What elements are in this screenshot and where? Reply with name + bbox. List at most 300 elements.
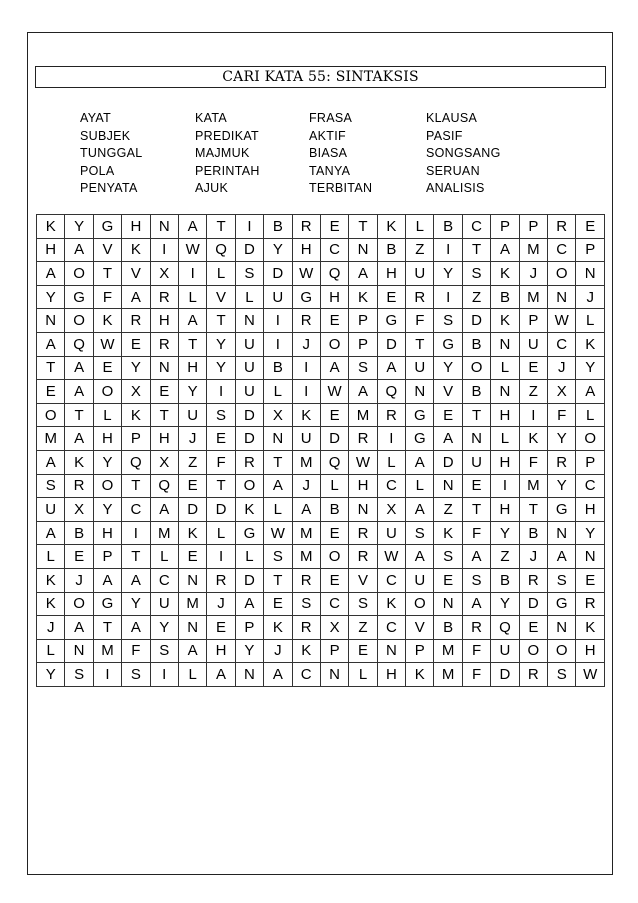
grid-cell[interactable]: I [207, 545, 235, 569]
grid-cell[interactable]: K [576, 616, 605, 640]
grid-cell[interactable]: R [519, 663, 547, 687]
grid-cell[interactable]: E [178, 545, 206, 569]
grid-cell[interactable]: L [406, 215, 434, 239]
grid-cell[interactable]: M [178, 592, 206, 616]
grid-cell[interactable]: N [65, 639, 93, 663]
grid-cell[interactable]: E [320, 215, 348, 239]
grid-cell[interactable]: Q [65, 332, 93, 356]
grid-cell[interactable]: A [65, 380, 93, 404]
grid-cell[interactable]: K [349, 285, 377, 309]
grid-cell[interactable]: O [320, 332, 348, 356]
grid-cell[interactable]: O [462, 356, 490, 380]
grid-cell[interactable]: L [178, 285, 206, 309]
grid-cell[interactable]: B [320, 498, 348, 522]
grid-cell[interactable]: T [207, 474, 235, 498]
grid-cell[interactable]: Z [462, 285, 490, 309]
grid-cell[interactable]: Y [150, 616, 178, 640]
grid-cell[interactable]: Q [320, 450, 348, 474]
grid-cell[interactable]: M [349, 403, 377, 427]
grid-cell[interactable]: K [377, 592, 405, 616]
grid-cell[interactable]: S [349, 592, 377, 616]
grid-cell[interactable]: S [462, 262, 490, 286]
grid-cell[interactable]: A [406, 545, 434, 569]
grid-cell[interactable]: R [122, 309, 150, 333]
grid-cell[interactable]: J [178, 427, 206, 451]
grid-cell[interactable]: O [93, 474, 121, 498]
grid-cell[interactable]: P [576, 238, 605, 262]
grid-cell[interactable]: K [178, 521, 206, 545]
grid-cell[interactable]: X [150, 262, 178, 286]
grid-cell[interactable]: B [434, 616, 462, 640]
grid-cell[interactable]: A [122, 616, 150, 640]
grid-cell[interactable]: I [292, 356, 320, 380]
grid-cell[interactable]: Q [320, 262, 348, 286]
grid-cell[interactable]: N [491, 332, 519, 356]
grid-cell[interactable]: W [576, 663, 605, 687]
grid-cell[interactable]: H [491, 450, 519, 474]
grid-cell[interactable]: A [349, 262, 377, 286]
grid-cell[interactable]: K [576, 332, 605, 356]
grid-cell[interactable]: A [178, 309, 206, 333]
grid-cell[interactable]: R [377, 403, 405, 427]
grid-cell[interactable]: E [576, 215, 605, 239]
grid-cell[interactable]: R [462, 616, 490, 640]
grid-cell[interactable]: E [519, 616, 547, 640]
grid-cell[interactable]: Q [150, 474, 178, 498]
grid-cell[interactable]: M [37, 427, 65, 451]
grid-cell[interactable]: J [292, 474, 320, 498]
grid-cell[interactable]: T [406, 332, 434, 356]
grid-cell[interactable]: U [462, 450, 490, 474]
grid-cell[interactable]: Y [122, 356, 150, 380]
grid-cell[interactable]: D [519, 592, 547, 616]
grid-cell[interactable]: R [548, 215, 576, 239]
grid-cell[interactable]: Y [576, 521, 605, 545]
grid-cell[interactable]: S [122, 663, 150, 687]
grid-cell[interactable]: N [320, 663, 348, 687]
grid-cell[interactable]: S [548, 568, 576, 592]
grid-cell[interactable]: I [434, 285, 462, 309]
grid-cell[interactable]: R [292, 309, 320, 333]
grid-cell[interactable]: E [207, 427, 235, 451]
grid-cell[interactable]: S [548, 663, 576, 687]
grid-cell[interactable]: L [150, 545, 178, 569]
grid-cell[interactable]: E [576, 568, 605, 592]
grid-cell[interactable]: G [548, 592, 576, 616]
grid-cell[interactable]: V [122, 262, 150, 286]
grid-cell[interactable]: E [377, 285, 405, 309]
grid-cell[interactable]: L [264, 380, 292, 404]
grid-cell[interactable]: S [462, 568, 490, 592]
grid-cell[interactable]: T [93, 262, 121, 286]
grid-cell[interactable]: I [150, 238, 178, 262]
grid-cell[interactable]: A [65, 238, 93, 262]
grid-cell[interactable]: A [122, 568, 150, 592]
grid-cell[interactable]: E [264, 592, 292, 616]
grid-cell[interactable]: H [150, 427, 178, 451]
grid-cell[interactable]: A [377, 356, 405, 380]
grid-cell[interactable]: U [406, 356, 434, 380]
grid-cell[interactable]: Y [548, 474, 576, 498]
grid-cell[interactable]: L [178, 663, 206, 687]
grid-cell[interactable]: K [491, 262, 519, 286]
grid-cell[interactable]: I [178, 262, 206, 286]
grid-cell[interactable]: O [320, 545, 348, 569]
grid-cell[interactable]: T [122, 474, 150, 498]
grid-cell[interactable]: L [320, 474, 348, 498]
grid-cell[interactable]: O [65, 309, 93, 333]
grid-cell[interactable]: K [519, 427, 547, 451]
grid-cell[interactable]: Y [235, 639, 263, 663]
grid-cell[interactable]: A [178, 639, 206, 663]
grid-cell[interactable]: B [519, 521, 547, 545]
grid-cell[interactable]: J [292, 332, 320, 356]
grid-cell[interactable]: I [264, 332, 292, 356]
grid-cell[interactable]: N [434, 474, 462, 498]
grid-cell[interactable]: N [548, 616, 576, 640]
grid-cell[interactable]: E [434, 568, 462, 592]
grid-cell[interactable]: O [548, 262, 576, 286]
grid-cell[interactable]: N [178, 568, 206, 592]
grid-cell[interactable]: S [406, 521, 434, 545]
grid-cell[interactable]: Y [93, 498, 121, 522]
grid-cell[interactable]: H [377, 663, 405, 687]
grid-cell[interactable]: H [491, 403, 519, 427]
grid-cell[interactable]: T [207, 309, 235, 333]
grid-cell[interactable]: Z [491, 545, 519, 569]
grid-cell[interactable]: A [37, 332, 65, 356]
grid-cell[interactable]: W [349, 450, 377, 474]
grid-cell[interactable]: H [178, 356, 206, 380]
grid-cell[interactable]: H [37, 238, 65, 262]
grid-cell[interactable]: A [462, 592, 490, 616]
grid-cell[interactable]: J [207, 592, 235, 616]
grid-cell[interactable]: D [377, 332, 405, 356]
grid-cell[interactable]: N [178, 616, 206, 640]
grid-cell[interactable]: R [65, 474, 93, 498]
grid-cell[interactable]: G [292, 285, 320, 309]
grid-cell[interactable]: H [93, 427, 121, 451]
grid-cell[interactable]: H [576, 498, 605, 522]
grid-cell[interactable]: H [122, 215, 150, 239]
grid-cell[interactable]: D [235, 238, 263, 262]
grid-cell[interactable]: V [207, 285, 235, 309]
grid-cell[interactable]: G [406, 427, 434, 451]
grid-cell[interactable]: R [292, 568, 320, 592]
grid-cell[interactable]: E [320, 309, 348, 333]
grid-cell[interactable]: I [235, 215, 263, 239]
grid-cell[interactable]: T [93, 616, 121, 640]
grid-cell[interactable]: B [377, 238, 405, 262]
grid-cell[interactable]: T [462, 403, 490, 427]
grid-cell[interactable]: P [93, 545, 121, 569]
grid-cell[interactable]: A [235, 592, 263, 616]
grid-cell[interactable]: C [377, 568, 405, 592]
grid-cell[interactable]: J [519, 545, 547, 569]
grid-cell[interactable]: M [519, 238, 547, 262]
grid-cell[interactable]: M [519, 474, 547, 498]
grid-cell[interactable]: C [122, 498, 150, 522]
grid-cell[interactable]: G [377, 309, 405, 333]
grid-cell[interactable]: I [377, 427, 405, 451]
grid-cell[interactable]: K [264, 616, 292, 640]
grid-cell[interactable]: K [37, 592, 65, 616]
grid-cell[interactable]: C [320, 238, 348, 262]
grid-cell[interactable]: N [434, 592, 462, 616]
grid-cell[interactable]: A [65, 356, 93, 380]
grid-cell[interactable]: Y [434, 356, 462, 380]
grid-cell[interactable]: W [178, 238, 206, 262]
grid-cell[interactable]: O [37, 403, 65, 427]
grid-cell[interactable]: C [548, 332, 576, 356]
grid-cell[interactable]: L [576, 309, 605, 333]
grid-cell[interactable]: A [178, 215, 206, 239]
grid-cell[interactable]: M [434, 639, 462, 663]
grid-cell[interactable]: R [349, 521, 377, 545]
grid-cell[interactable]: D [462, 309, 490, 333]
grid-cell[interactable]: J [519, 262, 547, 286]
grid-cell[interactable]: K [406, 663, 434, 687]
grid-cell[interactable]: U [292, 427, 320, 451]
grid-cell[interactable]: L [491, 427, 519, 451]
grid-cell[interactable]: Y [548, 427, 576, 451]
grid-cell[interactable]: U [491, 639, 519, 663]
grid-cell[interactable]: L [207, 262, 235, 286]
grid-cell[interactable]: T [462, 498, 490, 522]
grid-cell[interactable]: W [292, 262, 320, 286]
grid-cell[interactable]: C [377, 474, 405, 498]
grid-cell[interactable]: Y [65, 215, 93, 239]
grid-cell[interactable]: U [406, 568, 434, 592]
grid-cell[interactable]: K [377, 215, 405, 239]
grid-cell[interactable]: F [406, 309, 434, 333]
grid-cell[interactable]: N [37, 309, 65, 333]
grid-cell[interactable]: U [235, 332, 263, 356]
grid-cell[interactable]: I [519, 403, 547, 427]
grid-cell[interactable]: H [150, 309, 178, 333]
grid-cell[interactable]: K [235, 498, 263, 522]
grid-cell[interactable]: L [377, 450, 405, 474]
grid-cell[interactable]: C [377, 616, 405, 640]
grid-cell[interactable]: O [548, 639, 576, 663]
grid-cell[interactable]: Z [349, 616, 377, 640]
grid-cell[interactable]: K [122, 238, 150, 262]
grid-cell[interactable]: S [235, 262, 263, 286]
grid-cell[interactable]: G [93, 592, 121, 616]
grid-cell[interactable]: G [93, 215, 121, 239]
grid-cell[interactable]: Z [406, 238, 434, 262]
grid-cell[interactable]: D [434, 450, 462, 474]
grid-cell[interactable]: A [292, 498, 320, 522]
grid-cell[interactable]: K [292, 403, 320, 427]
grid-cell[interactable]: I [93, 663, 121, 687]
grid-cell[interactable]: H [349, 474, 377, 498]
grid-cell[interactable]: I [207, 380, 235, 404]
grid-cell[interactable]: H [207, 639, 235, 663]
grid-cell[interactable]: K [491, 309, 519, 333]
grid-cell[interactable]: K [37, 568, 65, 592]
grid-cell[interactable]: Y [434, 262, 462, 286]
grid-cell[interactable]: N [576, 262, 605, 286]
grid-cell[interactable]: Q [377, 380, 405, 404]
grid-cell[interactable]: Y [207, 332, 235, 356]
grid-cell[interactable]: X [548, 380, 576, 404]
grid-cell[interactable]: K [37, 215, 65, 239]
grid-cell[interactable]: F [462, 521, 490, 545]
grid-cell[interactable]: O [65, 592, 93, 616]
grid-cell[interactable]: B [264, 215, 292, 239]
grid-cell[interactable]: D [178, 498, 206, 522]
grid-cell[interactable]: T [65, 403, 93, 427]
grid-cell[interactable]: Y [491, 521, 519, 545]
grid-cell[interactable]: U [264, 285, 292, 309]
grid-cell[interactable]: M [93, 639, 121, 663]
grid-cell[interactable]: G [548, 498, 576, 522]
grid-cell[interactable]: S [292, 592, 320, 616]
grid-cell[interactable]: L [235, 285, 263, 309]
grid-cell[interactable]: E [434, 403, 462, 427]
grid-cell[interactable]: T [207, 215, 235, 239]
grid-cell[interactable]: C [548, 238, 576, 262]
grid-cell[interactable]: E [207, 616, 235, 640]
grid-cell[interactable]: N [150, 356, 178, 380]
grid-cell[interactable]: J [548, 356, 576, 380]
grid-cell[interactable]: E [349, 639, 377, 663]
grid-cell[interactable]: R [519, 568, 547, 592]
grid-cell[interactable]: A [93, 568, 121, 592]
grid-cell[interactable]: N [491, 380, 519, 404]
grid-cell[interactable]: L [491, 356, 519, 380]
grid-cell[interactable]: N [576, 545, 605, 569]
grid-cell[interactable]: H [320, 285, 348, 309]
grid-cell[interactable]: N [406, 380, 434, 404]
grid-cell[interactable]: Z [434, 498, 462, 522]
grid-cell[interactable]: B [434, 215, 462, 239]
grid-cell[interactable]: K [122, 403, 150, 427]
grid-cell[interactable]: A [548, 545, 576, 569]
grid-cell[interactable]: P [491, 215, 519, 239]
grid-cell[interactable]: N [548, 521, 576, 545]
grid-cell[interactable]: Q [207, 238, 235, 262]
grid-cell[interactable]: P [519, 215, 547, 239]
grid-cell[interactable]: P [122, 427, 150, 451]
grid-cell[interactable]: N [377, 639, 405, 663]
grid-cell[interactable]: F [462, 639, 490, 663]
grid-cell[interactable]: A [434, 427, 462, 451]
grid-cell[interactable]: X [122, 380, 150, 404]
grid-cell[interactable]: T [150, 403, 178, 427]
grid-cell[interactable]: K [434, 521, 462, 545]
grid-cell[interactable]: P [235, 616, 263, 640]
grid-cell[interactable]: G [434, 332, 462, 356]
grid-cell[interactable]: A [207, 663, 235, 687]
grid-cell[interactable]: R [150, 332, 178, 356]
grid-cell[interactable]: B [491, 568, 519, 592]
grid-cell[interactable]: S [434, 309, 462, 333]
grid-cell[interactable]: W [264, 521, 292, 545]
grid-cell[interactable]: U [235, 356, 263, 380]
grid-cell[interactable]: F [548, 403, 576, 427]
grid-cell[interactable]: R [207, 568, 235, 592]
grid-cell[interactable]: S [37, 474, 65, 498]
grid-cell[interactable]: O [576, 427, 605, 451]
grid-cell[interactable]: D [491, 663, 519, 687]
grid-cell[interactable]: O [519, 639, 547, 663]
grid-cell[interactable]: E [519, 356, 547, 380]
grid-cell[interactable]: I [292, 380, 320, 404]
grid-cell[interactable]: N [150, 215, 178, 239]
grid-cell[interactable]: T [37, 356, 65, 380]
grid-cell[interactable]: V [349, 568, 377, 592]
grid-cell[interactable]: J [576, 285, 605, 309]
grid-cell[interactable]: Y [207, 356, 235, 380]
grid-cell[interactable]: X [320, 616, 348, 640]
grid-cell[interactable]: N [349, 498, 377, 522]
grid-cell[interactable]: F [122, 639, 150, 663]
grid-cell[interactable]: E [320, 568, 348, 592]
grid-cell[interactable]: G [406, 403, 434, 427]
grid-cell[interactable]: A [406, 450, 434, 474]
grid-cell[interactable]: Y [37, 663, 65, 687]
grid-cell[interactable]: M [292, 545, 320, 569]
grid-cell[interactable]: X [377, 498, 405, 522]
grid-cell[interactable]: V [406, 616, 434, 640]
grid-cell[interactable]: S [264, 545, 292, 569]
grid-cell[interactable]: H [292, 238, 320, 262]
grid-cell[interactable]: A [462, 545, 490, 569]
grid-cell[interactable]: Y [178, 380, 206, 404]
grid-cell[interactable]: E [37, 380, 65, 404]
grid-cell[interactable]: T [519, 498, 547, 522]
grid-cell[interactable]: L [264, 498, 292, 522]
grid-cell[interactable]: T [264, 568, 292, 592]
grid-cell[interactable]: B [462, 380, 490, 404]
grid-cell[interactable]: X [65, 498, 93, 522]
grid-cell[interactable]: P [519, 309, 547, 333]
grid-cell[interactable]: D [320, 427, 348, 451]
grid-cell[interactable]: T [462, 238, 490, 262]
grid-cell[interactable]: A [320, 356, 348, 380]
grid-cell[interactable]: R [292, 616, 320, 640]
grid-cell[interactable]: L [207, 521, 235, 545]
grid-cell[interactable]: S [434, 545, 462, 569]
grid-cell[interactable]: J [264, 639, 292, 663]
grid-cell[interactable]: A [264, 474, 292, 498]
grid-cell[interactable]: A [37, 521, 65, 545]
grid-cell[interactable]: H [576, 639, 605, 663]
grid-cell[interactable]: D [235, 568, 263, 592]
grid-cell[interactable]: N [349, 238, 377, 262]
grid-cell[interactable]: H [377, 262, 405, 286]
grid-cell[interactable]: T [122, 545, 150, 569]
grid-cell[interactable]: O [93, 380, 121, 404]
grid-cell[interactable]: C [576, 474, 605, 498]
grid-cell[interactable]: M [519, 285, 547, 309]
grid-cell[interactable]: S [150, 639, 178, 663]
grid-cell[interactable]: I [122, 521, 150, 545]
grid-cell[interactable]: D [207, 498, 235, 522]
grid-cell[interactable]: O [235, 474, 263, 498]
grid-cell[interactable]: U [37, 498, 65, 522]
grid-cell[interactable]: O [65, 262, 93, 286]
grid-cell[interactable]: D [264, 262, 292, 286]
grid-cell[interactable]: C [292, 663, 320, 687]
grid-cell[interactable]: L [37, 545, 65, 569]
grid-cell[interactable]: R [292, 215, 320, 239]
grid-cell[interactable]: H [491, 498, 519, 522]
grid-cell[interactable]: E [320, 403, 348, 427]
grid-cell[interactable]: N [548, 285, 576, 309]
